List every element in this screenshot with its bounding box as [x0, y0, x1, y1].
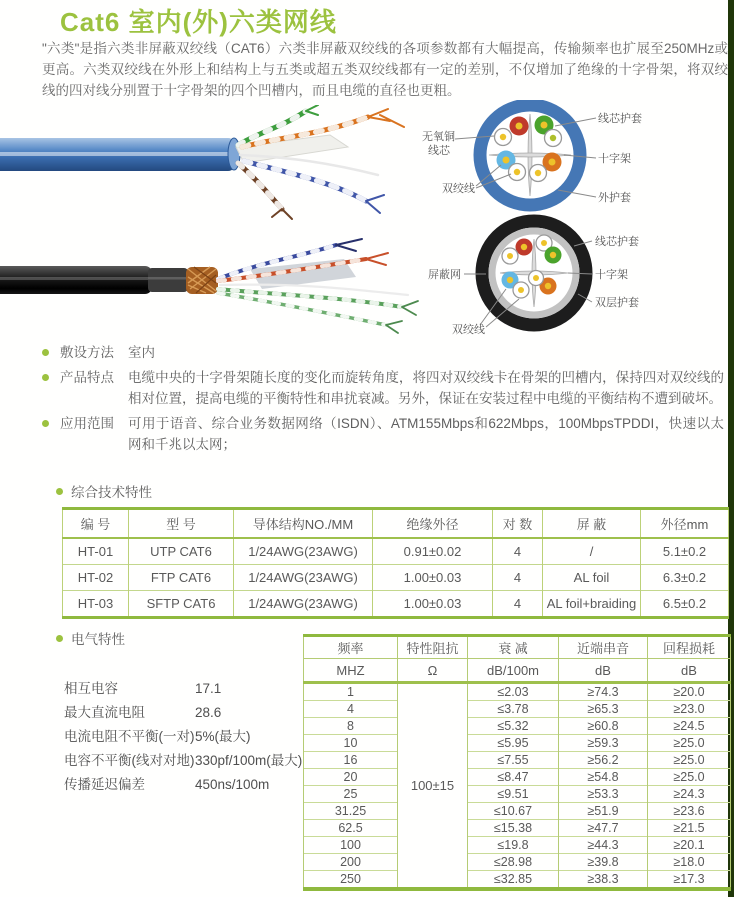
label-cross-frame: 十字架	[595, 269, 628, 281]
param-label: 电容不平衡(线对对地)	[64, 753, 195, 768]
cell: ≥74.3	[559, 683, 648, 701]
col-header: 绝缘外径	[373, 509, 493, 539]
cell: ≤7.55	[468, 752, 559, 769]
cell: ≥18.0	[648, 854, 731, 871]
col-header: 频率	[304, 636, 398, 659]
tech-header-row	[63, 509, 729, 539]
param-value: 28.6	[195, 705, 222, 720]
unit-header: Ω	[398, 659, 468, 683]
col-header: 近端串音	[559, 636, 648, 659]
utp-cross-section-diagram	[422, 100, 730, 218]
cell: ≥56.2	[559, 752, 648, 769]
cell: 31.25	[304, 803, 398, 820]
cell: 200	[304, 854, 398, 871]
twisted-pairs	[238, 105, 404, 219]
cell: 4	[493, 565, 543, 591]
param-label: 电流电阻不平衡(一对)	[64, 729, 195, 744]
col-header: 编 号	[63, 509, 129, 539]
cell: ≥20.0	[648, 683, 731, 701]
cell: 4	[493, 538, 543, 565]
cell: 1.00±0.03	[373, 565, 493, 591]
table-row	[304, 786, 731, 803]
cell: 250	[304, 871, 398, 890]
param-row	[64, 730, 319, 744]
cell: ≤32.85	[468, 871, 559, 890]
section-heading-electrical	[56, 628, 125, 648]
param-row	[64, 706, 319, 720]
cell: 1.00±0.03	[373, 591, 493, 618]
param-value: 17.1	[195, 681, 222, 696]
unit-header: dB/100m	[468, 659, 559, 683]
param-label: 最大直流电阻	[64, 705, 145, 720]
sftp-cable-photo	[0, 235, 430, 340]
frequency-performance-table	[303, 634, 731, 891]
elec-units-row	[304, 659, 731, 683]
elec-header-row	[304, 636, 731, 659]
cell: 6.3±0.2	[641, 565, 729, 591]
cell: ≥38.3	[559, 871, 648, 890]
col-header: 外径mm	[641, 509, 729, 539]
cell: ≥24.5	[648, 718, 731, 735]
table-row	[63, 538, 729, 565]
cell: ≤2.03	[468, 683, 559, 701]
cell: ≤3.78	[468, 701, 559, 718]
cell: ≥25.0	[648, 769, 731, 786]
cell: ≥24.3	[648, 786, 731, 803]
table-row	[304, 683, 731, 701]
col-header: 衰 减	[468, 636, 559, 659]
cell: 1/24AWG(23AWG)	[234, 565, 373, 591]
sftp-cross-section-diagram	[422, 210, 730, 342]
cell: 25	[304, 786, 398, 803]
cell: 100	[304, 837, 398, 854]
utp-cable-photo	[0, 105, 430, 235]
label-core-sheath: 线芯护套	[595, 236, 639, 248]
spec-text: 室内	[128, 345, 155, 360]
col-header: 特性阻抗	[398, 636, 468, 659]
param-row	[64, 682, 319, 696]
cell: 20	[304, 769, 398, 786]
table-row	[304, 769, 731, 786]
table-row	[63, 591, 729, 618]
cell: 6.5±0.2	[641, 591, 729, 618]
cell: HT-01	[63, 538, 129, 565]
label-twisted-pair: 双绞线	[452, 324, 485, 336]
param-value: 5%(最大)	[195, 729, 251, 744]
param-value: 330pf/100m(最大)	[195, 753, 303, 768]
spec-text: 电缆中央的十字骨架随长度的变化而旋转角度，将四对双绞线卡在骨架的凹槽内，保持四对双绞线的相对位置，提高电缆的平衡特性和串扰衰减。另外，保证在安装过程中电缆的平衡结构不遭到破坏。	[128, 370, 724, 406]
table-row	[63, 565, 729, 591]
col-header: 屏 蔽	[543, 509, 641, 539]
cell: ≥39.8	[559, 854, 648, 871]
param-value: 450ns/100m	[195, 777, 270, 792]
label-double-sheath: 双层护套	[595, 297, 639, 309]
section-title: 电气特性	[71, 632, 125, 647]
cell: ≥60.8	[559, 718, 648, 735]
col-header: 对 数	[493, 509, 543, 539]
cell: 5.1±0.2	[641, 538, 729, 565]
label-shield-mesh: 屏蔽网	[428, 269, 461, 281]
param-label: 传播延迟偏差	[64, 777, 145, 792]
cell: ≥25.0	[648, 735, 731, 752]
cell: ≥51.9	[559, 803, 648, 820]
cell: ≥23.6	[648, 803, 731, 820]
page-title: Cat6 室内(外)六类网线	[60, 7, 337, 37]
cell: ≥21.5	[648, 820, 731, 837]
cell: UTP CAT6	[129, 538, 234, 565]
intro-paragraph: "六类"是指六类非屏蔽双绞线（CAT6）六类非屏蔽双绞线的各项参数都有大幅提高，传输频率也扩展至250MHz或更高。六类双绞线在外形上和结构上与五类或超五类双绞线都有一定的差别，不仅增加了绝缘的十字骨架，将双绞线的四对线分别置于十字骨架的四个凹槽内，而且电缆的直径也更粗。	[42, 41, 728, 98]
label-twisted-pair: 双绞线	[442, 183, 475, 195]
label-core-sheath: 线芯护套	[598, 113, 642, 125]
bullet-icon	[42, 349, 49, 356]
cable-jacket	[0, 138, 240, 171]
cell: 1/24AWG(23AWG)	[234, 591, 373, 618]
col-header: 回程损耗	[648, 636, 731, 659]
label-copper-core-1: 无氧铜	[422, 131, 455, 143]
twisted-pairs	[218, 239, 418, 333]
cell: ≥20.1	[648, 837, 731, 854]
cell: ≤5.32	[468, 718, 559, 735]
spec-label: 应用范围	[60, 416, 114, 431]
cell: ≥17.3	[648, 871, 731, 890]
cell: ≥25.0	[648, 752, 731, 769]
col-header: 导体结构NO./MM	[234, 509, 373, 539]
cell: ≤5.95	[468, 735, 559, 752]
cell: FTP CAT6	[129, 565, 234, 591]
cell: AL foil	[543, 565, 641, 591]
cell: 10	[304, 735, 398, 752]
param-row	[64, 778, 319, 792]
cell: 4	[493, 591, 543, 618]
cell: ≤8.47	[468, 769, 559, 786]
table-row	[304, 752, 731, 769]
table-row	[304, 820, 731, 837]
cell: ≥53.3	[559, 786, 648, 803]
cell: ≥65.3	[559, 701, 648, 718]
cell: ≤28.98	[468, 854, 559, 871]
param-row	[64, 754, 319, 768]
cell: ≤10.67	[468, 803, 559, 820]
section-title: 综合技术特性	[71, 485, 152, 500]
param-label: 相互电容	[64, 681, 118, 696]
cell: SFTP CAT6	[129, 591, 234, 618]
cell: 16	[304, 752, 398, 769]
spec-list	[42, 342, 724, 459]
spec-item-product-features	[42, 367, 724, 409]
cell: 8	[304, 718, 398, 735]
tech-specs-table	[62, 507, 729, 619]
spec-item-laying-method	[42, 342, 724, 363]
table-row	[304, 837, 731, 854]
cell: ≤15.38	[468, 820, 559, 837]
table-row	[304, 871, 731, 890]
spec-label: 产品特点	[60, 370, 114, 385]
unit-header: dB	[559, 659, 648, 683]
cell: AL foil+braiding	[543, 591, 641, 618]
table-row	[304, 718, 731, 735]
cell: 1/24AWG(23AWG)	[234, 538, 373, 565]
table-row	[304, 854, 731, 871]
label-copper-core-2: 线芯	[428, 145, 450, 157]
bullet-icon	[42, 420, 49, 427]
table-row	[304, 735, 731, 752]
label-cross-frame: 十字架	[598, 153, 631, 165]
table-row	[304, 701, 731, 718]
bullet-icon	[56, 488, 63, 495]
cell: 0.91±0.02	[373, 538, 493, 565]
spec-label: 敷设方法	[60, 345, 114, 360]
impedance-cell: 100±15	[398, 683, 468, 890]
cell: ≥23.0	[648, 701, 731, 718]
cell: ≥47.7	[559, 820, 648, 837]
cell: ≤9.51	[468, 786, 559, 803]
col-header: 型 号	[129, 509, 234, 539]
table-row	[304, 803, 731, 820]
cell: ≥59.3	[559, 735, 648, 752]
copper-braid	[186, 267, 218, 294]
cell: ≤19.8	[468, 837, 559, 854]
cell: ≥44.3	[559, 837, 648, 854]
cell: 62.5	[304, 820, 398, 837]
cell: 1	[304, 683, 398, 701]
cell: ≥54.8	[559, 769, 648, 786]
bullet-icon	[56, 635, 63, 642]
section-heading-tech	[56, 481, 152, 501]
unit-header: MHZ	[304, 659, 398, 683]
electrical-param-list	[64, 682, 319, 802]
cell: HT-02	[63, 565, 129, 591]
unit-header: dB	[648, 659, 731, 683]
spec-text: 可用于语音、综合业务数据网络（ISDN）、ATM155Mbps和622Mbps，100MbpsTPDDI，快速以太网和千兆以太网；	[128, 416, 724, 452]
cell: HT-03	[63, 591, 129, 618]
bullet-icon	[42, 374, 49, 381]
cell: /	[543, 538, 641, 565]
label-outer-sheath: 外护套	[598, 192, 631, 204]
cell: 4	[304, 701, 398, 718]
cable-jacket	[0, 266, 188, 294]
spec-item-applications	[42, 413, 724, 455]
